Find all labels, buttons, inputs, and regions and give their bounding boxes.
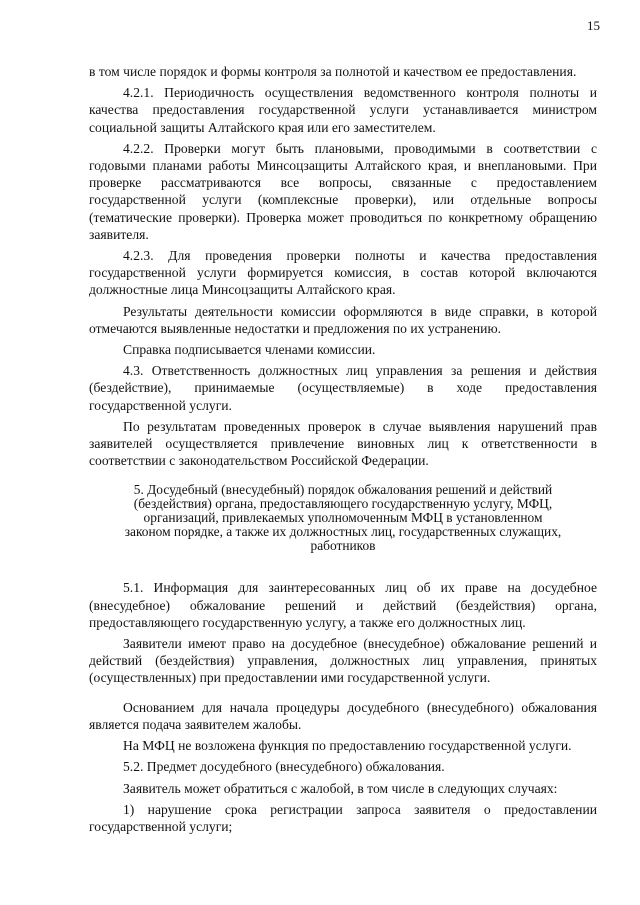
paragraph-violations: По результатам проведенных проверок в случае выявления нарушений прав заявителей осуществляется привлечение виновных лиц к ответственности в соответствии с законодательством Российской Федерации. [89, 418, 597, 469]
paragraph-complaint-basis: Основанием для начала процедуры досудебного (внесудебного) обжалования является подача заявителем жалобы. [89, 699, 597, 732]
paragraph-4-2-1: 4.2.1. Периодичность осуществления ведомственного контроля полноты и качества предоставления государственной услуги устанавливается министром социальной защиты Алтайского края или его заместителем. [89, 85, 597, 135]
list-item-1: 1) нарушение срока регистрации запроса заявителя о предоставлении государственной услуги; [89, 801, 597, 834]
paragraph-4-2-2: 4.2.2. Проверки могут быть плановыми, проводимыми в соответствии с годовыми планами работы Минсоцзащиты Алтайского края, и внеплановыми. При проверке рассматриваются все вопросы, связанные с предоставлением государственной услуги (комплексные проверки), или отдельные вопросы (тематические проверки). Проверка может проводиться по конкретному обращению заявителя. [89, 140, 597, 242]
paragraph-continuation: в том числе порядок и формы контроля за полнотой и качеством ее предоставления. [89, 64, 577, 79]
paragraph-mfc-function: На МФЦ не возложена функция по предоставлению государственной услуги. [123, 738, 572, 754]
section-5-heading: 5. Досудебный (внесудебный) порядок обжалования решений и действий (бездействия) органа, предоставляющего государственную услугу, МФЦ, организаций, привлекаемых уполномоченным МФЦ в установленном законом порядке, а также их должностных лиц, государственных служащих, работников [124, 482, 562, 554]
document-body [89, 63, 597, 839]
paragraph-5-1: 5.1. Информация для заинтересованных лиц об их праве на досудебное (внесудебное) обжалование решений и действий (бездействия) органа, предоставляющего государственную услугу, а также его должностных лиц. [89, 580, 597, 630]
paragraph-applicants-right: Заявители имеют право на досудебное (внесудебное) обжалование решений и действий (бездействия) управления, должностных лиц управления, принятых (осуществленных) при предоставлении ими государственной услуги. [89, 636, 597, 686]
paragraph-5-2: 5.2. Предмет досудебного (внесудебного) обжалования. [123, 759, 445, 775]
paragraph-commission-results: Результаты деятельности комиссии оформляются в виде справки, в которой отмечаются выявленные недостатки и предложения по их устранению. [89, 303, 597, 336]
paragraph-4-3: 4.3. Ответственность должностных лиц управления за решения и действия (бездействие), принимаемые (осуществляемые) в ходе предоставления государственной услуги. [89, 363, 597, 413]
paragraph-complaint-cases: Заявитель может обратиться с жалобой, в том числе в следующих случаях: [123, 780, 558, 796]
paragraph-4-2-3: 4.2.3. Для проведения проверки полноты и качества предоставления государственной услуги формируется комиссия, в состав которой включаются должностные лица Минсоцзащиты Алтайского края. [89, 248, 597, 298]
paragraph-certificate-signed: Справка подписывается членами комиссии. [123, 342, 376, 358]
page-number: 15 [587, 18, 600, 33]
